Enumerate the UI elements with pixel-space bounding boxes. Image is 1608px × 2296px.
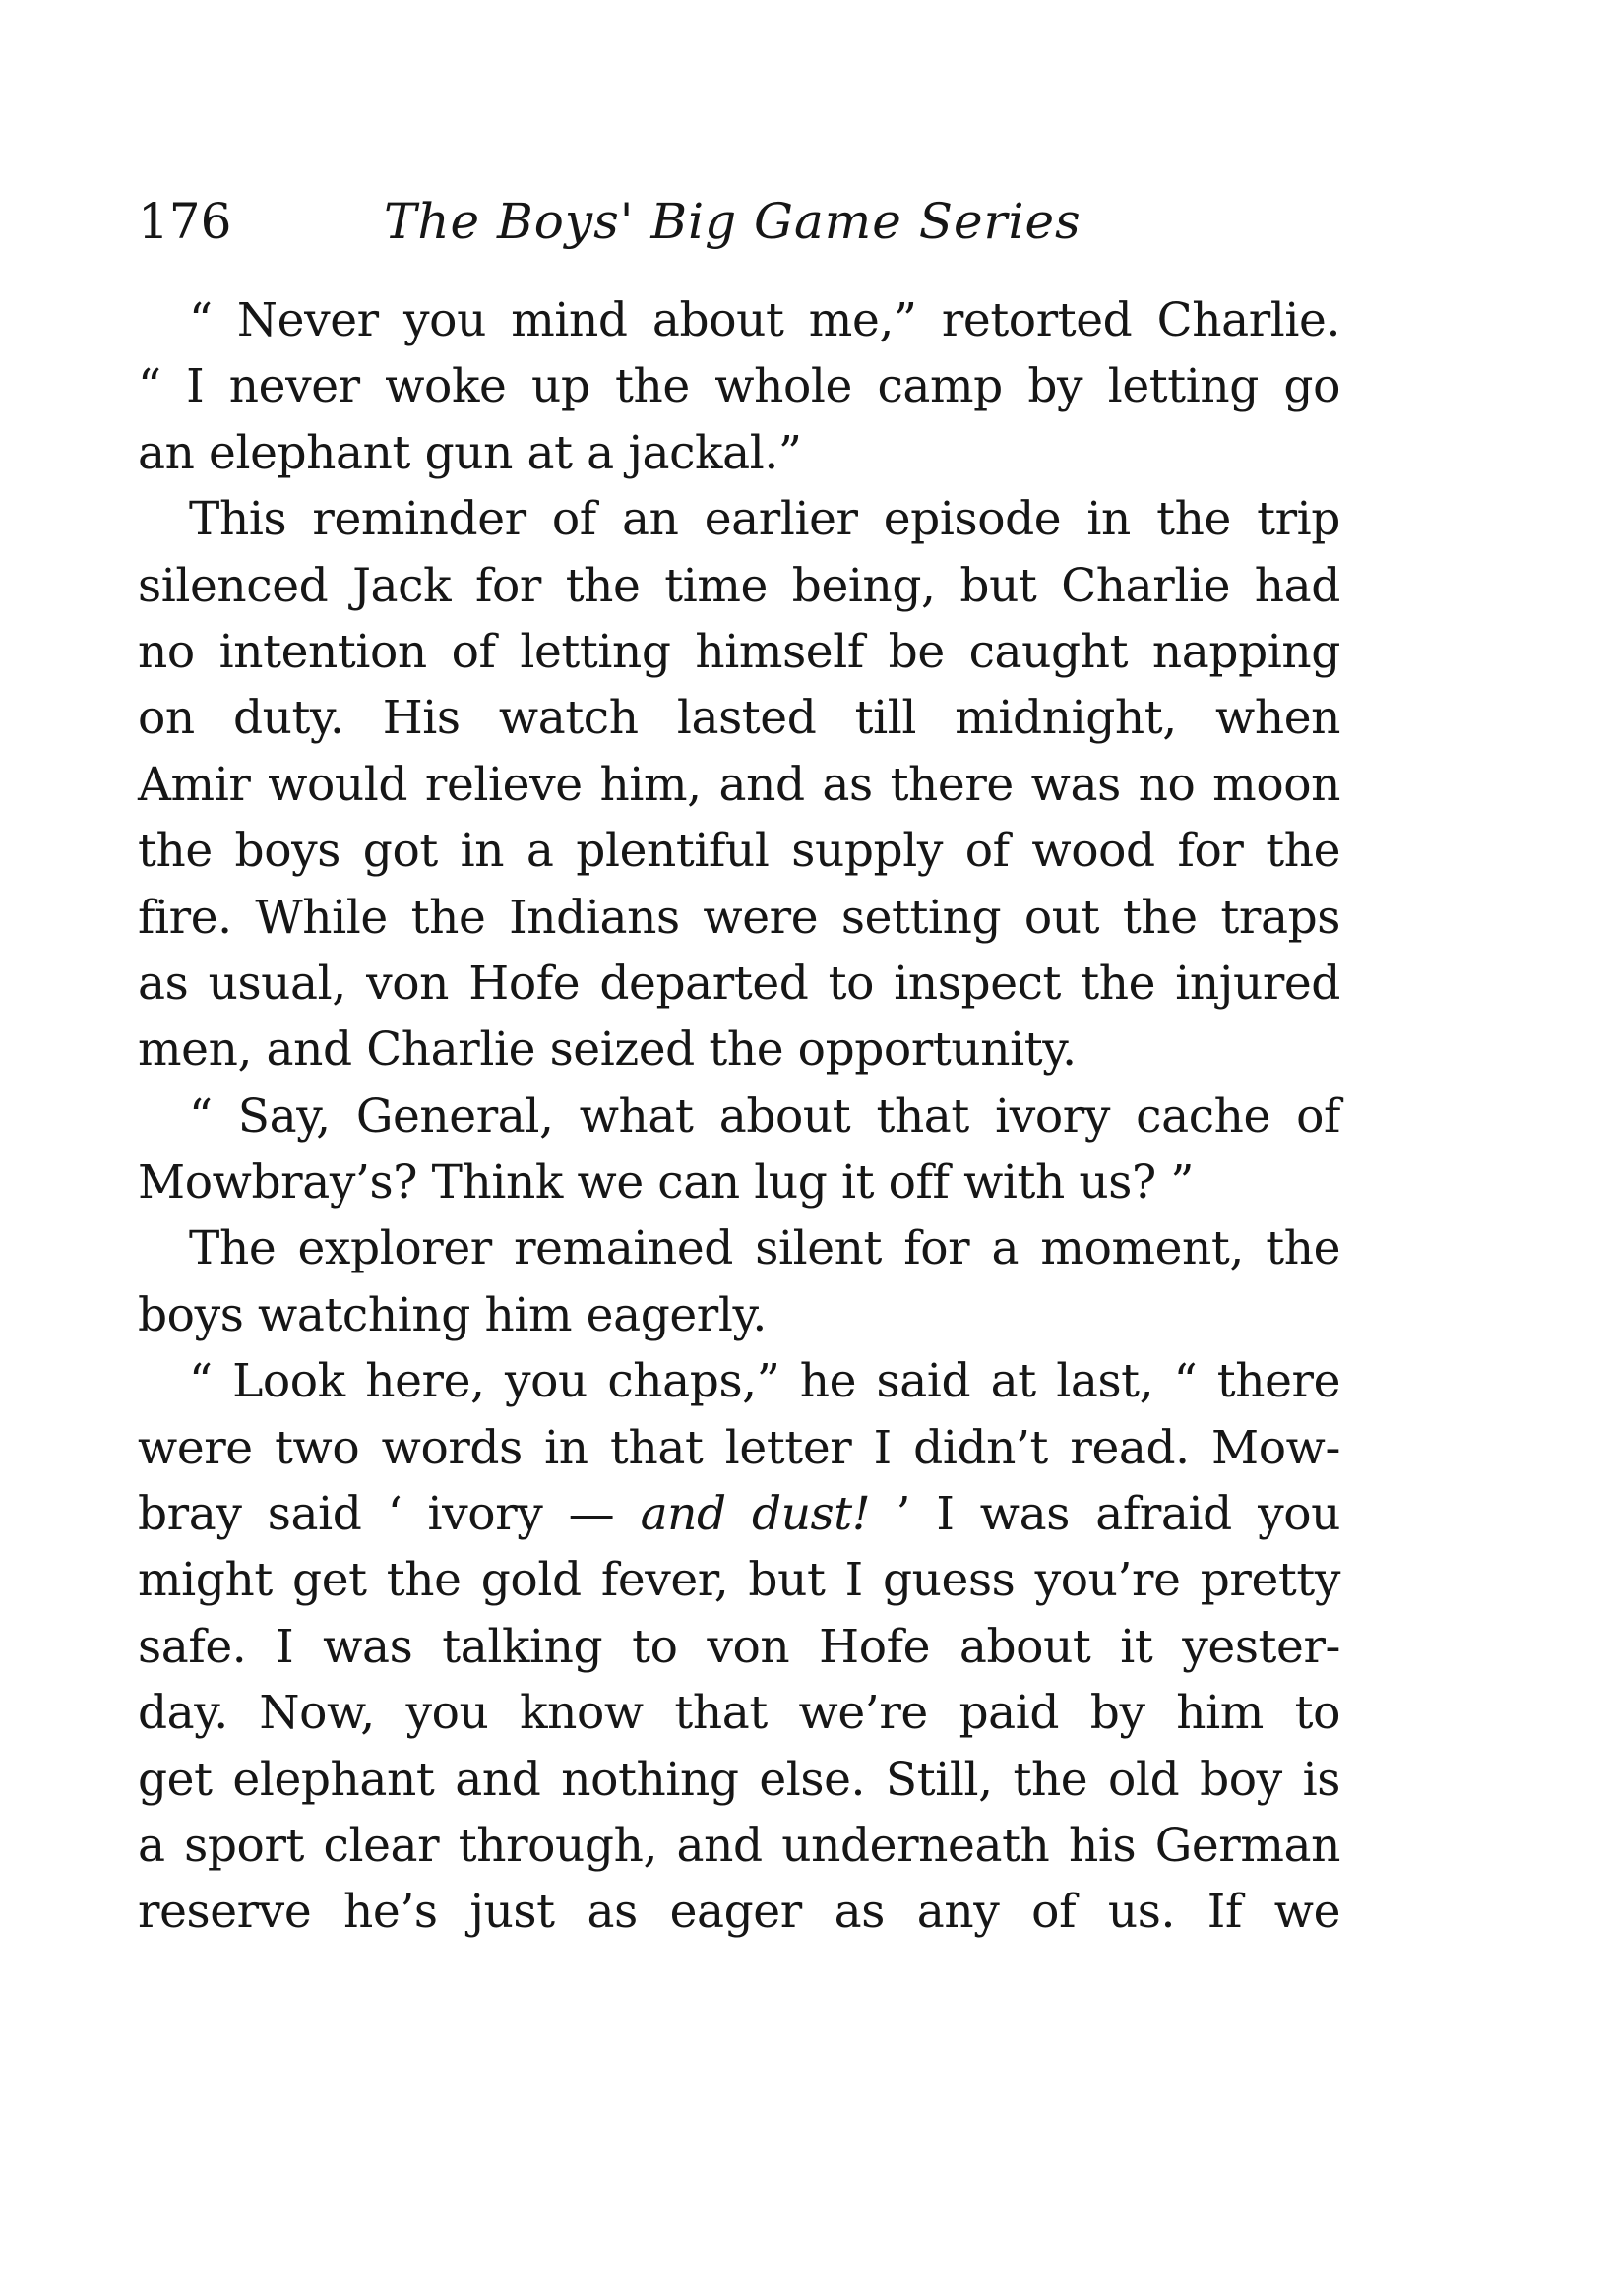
italic-text: and dust! (640, 1487, 871, 1542)
text-line: “ I never woke up the whole camp by letting go (138, 359, 1340, 414)
text-line: as usual, von Hofe departed to inspect the injured (138, 956, 1340, 1011)
text-line: silenced Jack for the time being, but Charlie had (138, 558, 1340, 613)
text-line: Amir would relieve him, and as there was no moon (138, 757, 1340, 812)
text-line: were two words in that letter I didn’t read. Mow- (138, 1420, 1340, 1475)
text-segment: bray said ‘ ivory — (138, 1487, 641, 1542)
text-line: day. Now, you know that we’re paid by him to (138, 1686, 1340, 1741)
text-line (138, 1481, 1340, 1547)
text-line: The explorer remained silent for a moment, the (189, 1221, 1340, 1276)
text-line: an elephant gun at a jackal.” (138, 425, 802, 480)
running-title: The Boys' Big Game Series (384, 193, 1082, 250)
text-line: “ Never you mind about me,” retorted Charlie. (189, 293, 1340, 347)
text-line: This reminder of an earlier episode in the trip (189, 492, 1340, 547)
page-header (138, 187, 1338, 256)
text-line: men, and Charlie seized the opportunity. (138, 1023, 1077, 1078)
page-number: 176 (138, 193, 232, 250)
text-line: reserve he’s just as eager as any of us. If we (138, 1885, 1340, 1940)
text-line: “ Say, General, what about that ivory cache of (189, 1088, 1340, 1144)
text-line: a sport clear through, and underneath his German (138, 1818, 1340, 1873)
text-line: on duty. His watch lasted till midnight, when (138, 691, 1340, 746)
text-line: fire. While the Indians were setting out the traps (138, 890, 1340, 945)
text-line: Mowbray’s? Think we can lug it off with us? ” (138, 1155, 1194, 1210)
text-line: might get the gold fever, but I guess you’re pretty (138, 1553, 1340, 1608)
text-line: no intention of letting himself be caught napping (138, 624, 1340, 679)
body-text (138, 287, 1340, 1946)
text-line: boys watching him eagerly. (138, 1287, 767, 1342)
text-line: “ Look here, you chaps,” he said at last, “ there (189, 1354, 1340, 1409)
text-line: safe. I was talking to von Hofe about it yester- (138, 1619, 1340, 1674)
text-line: get elephant and nothing else. Still, the old boy is (138, 1752, 1340, 1807)
text-line: the boys got in a plentiful supply of wood for the (138, 824, 1340, 879)
text-segment: ’ I was afraid you (870, 1487, 1341, 1542)
